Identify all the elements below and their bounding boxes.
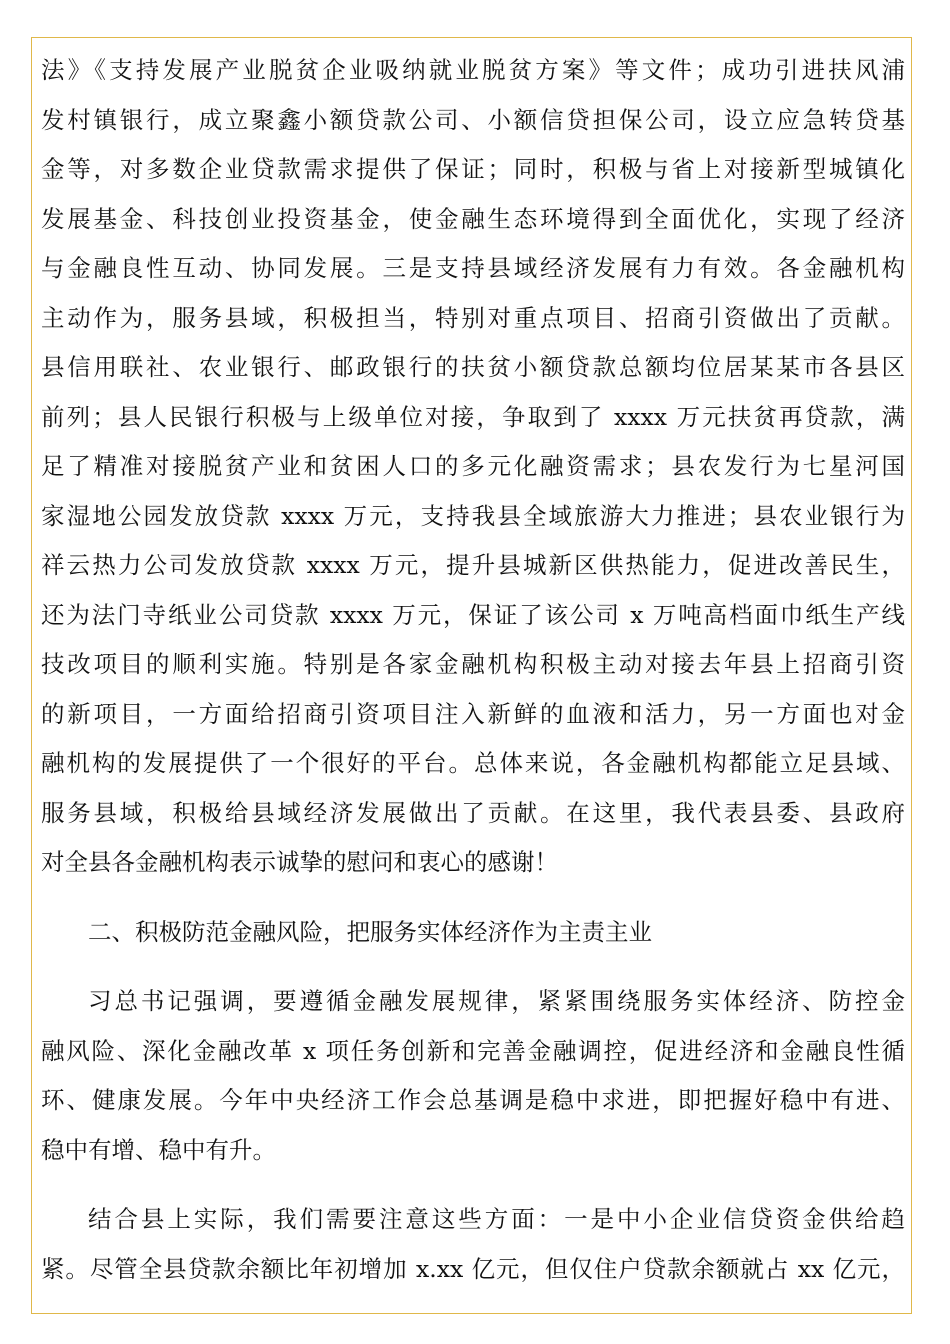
document-body [41,46,905,1294]
section-heading [41,908,905,958]
text-line: 祥云热力公司发放贷款 xxxx 万元，提升县城新区供热能力，促进改善民生， [41,551,905,579]
text-line: 家湿地公园发放贷款 xxxx 万元，支持我县全域旅游大力推进；县农业银行为 [41,501,905,530]
text-line: 发展基金、科技创业投资基金，使金融生态环境得到全面优化，实现了经济 [41,204,905,233]
text-line: 融机构的发展提供了一个很好的平台。总体来说，各金融机构都能立足县域、 [41,749,905,777]
text-line: 金等，对多数企业贷款需求提供了保证；同时，积极与省上对接新型城镇化 [41,155,905,183]
text-line: 对全县各金融机构表示诚挚的慰问和衷心的感谢！ [41,848,558,876]
paragraph-4 [41,1195,905,1294]
text-line: 发村镇银行，成立聚鑫小额贷款公司、小额信贷担保公司，设立应急转贷基 [41,105,905,134]
paragraph-gap [41,888,905,908]
text-line: 融风险、深化金融改革 x 项任务创新和完善金融调控，促进经济和金融良性循 [41,1036,905,1065]
heading-text: 二、积极防范金融风险，把服务实体经济作为主责主业 [88,917,652,946]
text-line: 结合县上实际，我们需要注意这些方面：一是中小企业信贷资金供给趋 [88,1205,905,1233]
paragraph-gap [41,1175,905,1195]
text-line: 还为法门寺纸业公司贷款 xxxx 万元，保证了该公司 x 万吨高档面巾纸生产线 [41,600,905,629]
text-line: 前列；县人民银行积极与上级单位对接，争取到了 xxxx 万元扶贫再贷款，满 [41,402,905,431]
text-line: 县信用联社、农业银行、邮政银行的扶贫小额贷款总额均位居某某市各县区 [41,353,905,381]
text-line: 技改项目的顺利实施。特别是各家金融机构积极主动对接去年县上招商引资 [41,650,905,678]
text-line: 主动作为，服务县域，积极担当，特别对重点项目、招商引资做出了贡献。 [41,303,905,332]
text-line: 法》《支持发展产业脱贫企业吸纳就业脱贫方案》等文件；成功引进扶风浦 [41,56,905,84]
paragraph-1 [41,46,905,888]
text-line: 与金融良性互动、协同发展。三是支持县域经济发展有力有效。各金融机构 [41,254,905,282]
text-line: 的新项目，一方面给招商引资项目注入新鲜的血液和活力，另一方面也对金 [41,699,905,728]
text-line: 习总书记强调，要遵循金融发展规律，紧紧围绕服务实体经济、防控金 [88,987,905,1015]
paragraph-3 [41,977,905,1175]
text-line: 稳中有增、稳中有升。 [41,1135,276,1164]
text-line: 足了精准对接脱贫产业和贫困人口的多元化融资需求；县农发行为七星河国 [41,452,905,480]
text-line: 紧。尽管全县贷款余额比年初增加 x.xx 亿元，但仅住户贷款余额就占 xx 亿元， [41,1254,905,1283]
text-line: 服务县域，积极给县域经济发展做出了贡献。在这里，我代表县委、县政府 [41,798,905,827]
text-line: 环、健康发展。今年中央经济工作会总基调是稳中求进，即把握好稳中有进、 [41,1086,905,1114]
paragraph-gap [41,957,905,977]
